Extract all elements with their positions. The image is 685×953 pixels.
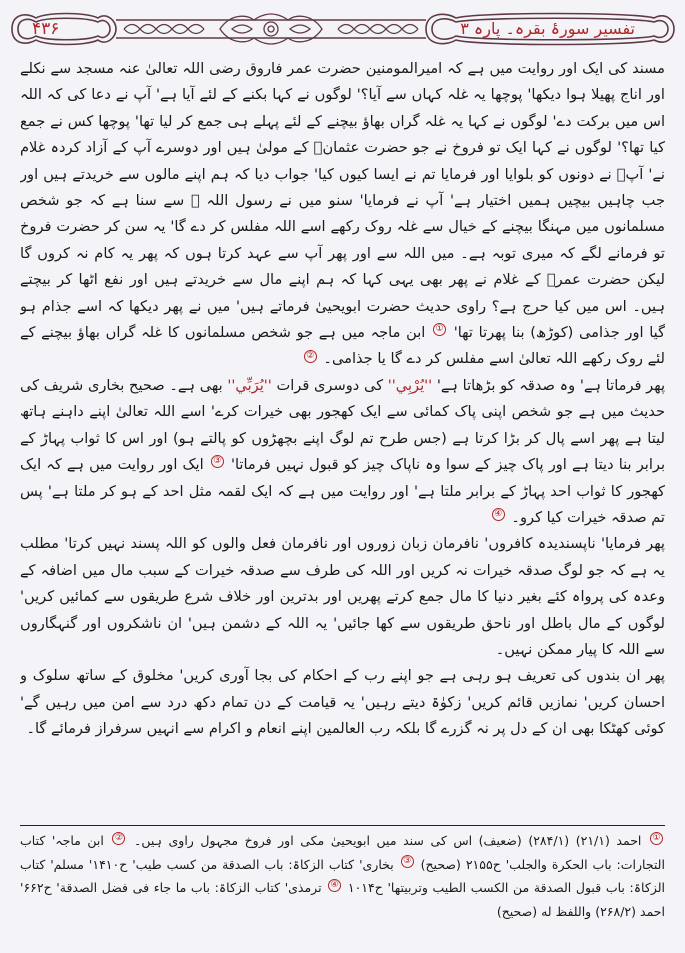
paragraph <box>20 663 665 742</box>
footnote-marker: ② <box>112 832 125 845</box>
paragraph-text: پھر فرماتا ہے' وہ صدقہ کو بڑھاتا ہے' <box>436 376 665 394</box>
footnote-marker: ④ <box>328 879 341 892</box>
main-text <box>20 56 665 771</box>
paragraph <box>20 56 665 373</box>
footnote-text: ترمذی' کتاب الزکاۃ: باب ما جاء فی فضل الصدقة' ح۶۶۲' احمد (۲۶۸/۲) واللفظ له (صحیح) <box>20 880 665 919</box>
page-number: ۴۳۶ <box>32 19 60 39</box>
page-header <box>6 6 679 52</box>
footnote-marker: ④ <box>492 508 505 521</box>
paragraph-text: ایک اور روایت میں ہے کہ ایک کھجور کا ثواب احد پہاڑ کے برابر ملتا ہے' اور روایت میں ہے کہ ایک لقمہ مثل احد کے ہو کر ملتا ہے' پس تم صدقہ خیرات کیا کرو۔ <box>20 456 665 526</box>
paragraph-text: ابن ماجہ میں ہے جو شخص مسلمانوں کا غلہ گراں بھاؤ بیچنے کے لئے روک رکھے اللہ تعالیٰ اسے مفلس کر دے گا یا جذامی۔ <box>20 324 665 368</box>
footnote-marker: ③ <box>401 855 414 868</box>
footnote-text: احمد (۲۱/۱) (۲۸۴/۱) (ضعیف) اس کی سند میں ابویحییٰ مکی اور فروخ مجہول راوی ہیں۔ <box>134 833 642 848</box>
footnote-line <box>20 829 665 923</box>
footnote-marker: ③ <box>211 455 224 468</box>
quranic-word: ''يُرْبِي'' <box>387 376 433 394</box>
footnote-marker: ① <box>433 323 446 336</box>
paragraph-text: پھر ان بندوں کی تعریف ہو رہی ہے جو اپنے رب کے احکام کی بجا آوری کریں' مخلوق کے ساتھ سلوک و احسان کریں' نمازیں قائم کریں' زکوٰۃ دیتے رہیں' یہ قیامت کے دن تمام دکھ درد سے امن میں رہیں گے' کوئی کھٹکا بھی ان کے دل پر نہ گزرے گا بلکہ رب العالمین اپنے انعام و اکرام سے انہیں سرفراز فرمائے گا۔ <box>20 667 665 738</box>
footnotes <box>20 829 665 947</box>
footnote-text: ابن ماجہ' کتاب التجارات: باب الحکرة والجلب' ح۲۱۵۵ (صحیح) <box>20 833 665 872</box>
paragraph-text: کی دوسری قرات <box>276 376 384 394</box>
footnote-marker: ① <box>650 832 663 845</box>
paragraph-text: پھر فرمایا' ناپسندیدہ کافروں' نافرمان زبان زوروں اور نافرمان فعل والوں کو اللہ پسند نہیں کرتا' مطلب یہ ہے کہ جو لوگ صدقہ خیرات نہ کریں اور اللہ کی طرف سے صدقہ خیرات کے سبب مال میں اضافہ کے وعدہ کی پرواہ کئے بغیر دنیا کا مال جمع کرتے پھریں اور بدترین اور خلاف شرع طریقوں سے کمائیں کریں' لوگوں کے مال باطل اور ناحق طریقوں سے کھا جائیں' یہ اللہ کے دشمن ہیں' ان ناشکروں اور گنہگاروں سے اللہ کا پیار ممکن نہیں۔ <box>20 535 665 658</box>
paragraph <box>20 373 665 531</box>
paragraph <box>20 531 665 663</box>
footnote-marker: ② <box>304 350 317 363</box>
paragraph-text: مسند کی ایک اور روایت میں ہے کہ امیرالمومنین حضرت عمر فاروق رضی اللہ تعالیٰ عنہ مسجد سے نکلے اور اناج پھیلا ہوا دیکھا' پوچھا یہ غلہ کہاں سے آیا؟' لوگوں نے کہا بکنے کے لئے آیا ہے' آپ نے دعا کی کہ اللہ اس میں برکت دے' لوگوں نے کہا یہ غلہ گراں بھاؤ بیچنے کے لئے پہلے ہی جمع کر لیا تھا' پوچھا کس نے جمع کیا تھا؟' لوگوں نے کہا ایک تو فروخ نے جو حضرت عثمانؓ کے مولیٰ ہیں اور دوسرے آپ کے آزاد کردہ غلام نے' آپؓ نے دونوں کو بلوایا اور فرمایا تم نے ایسا کیوں کیا' جواب دیا کہ ہم اپنے مالوں سے خریدتے ہیں اور جب چاہیں بیچیں ہمیں اختیار ہے' آپ نے فرمایا' سنو میں نے رسول اللہ ﷺ سے سنا ہے کہ جو شخص مسلمانوں میں مہنگا بیچنے کے خیال سے غلہ روک رکھے اسے اللہ مفلس کر دے گا' یہ سن کر حضرت فروخ تو فرمانے لگے کہ میری توبہ ہے۔ میں اللہ سے اور پھر آپ سے عہد کرتا ہوں کہ پھر یہ کام نہ کروں گا لیکن حضرت عمرؓ کے غلام نے پھر بھی یہی کہا کہ ہم اپنے مال سے خریدتے ہیں اور نفع اٹھا کر بیچتے ہیں۔ اس میں کیا حرج ہے؟ راوی حدیث حضرت ابویحییٰ فرماتے ہیں' میں نے پھر دیکھا کہ اسے جذام ہو گیا اور جذامی (کوڑھ) بنا پھرتا تھا' <box>20 60 665 342</box>
header-title: تفسیر سورۂ بقرہ۔ پارہ ۳ <box>460 19 635 38</box>
footnote-text: بخاری' کتاب الزکاۃ: باب الصدقة من کسب طیب' ح۱۴۱۰' مسلم' کتاب الزکاۃ: باب قبول الصدقة من الکسب الطیب وتربیتها' ح۱۰۱۴ <box>20 856 665 895</box>
paragraph-text: بھی ہے۔ صحیح بخاری شریف کی حدیث میں ہے جو شخص اپنی پاک کمائی سے ایک کھجور بھی خیرات کرے' اسے اللہ تعالیٰ اپنے داہنے ہاتھ لیتا ہے پھر اسے پال کر بڑا کرتا ہے (جس طرح تم لوگ اپنے بچھڑوں کو پالتے ہو) اور اس کا ثواب پہاڑ کے برابر بنا دیتا ہے اور پاک چیز کے سوا وہ ناپاک چیز کو قبول نہیں فرماتا' <box>20 376 665 474</box>
footnote-divider <box>20 825 665 826</box>
quranic-word: ''يُرَبِّي'' <box>227 376 272 394</box>
